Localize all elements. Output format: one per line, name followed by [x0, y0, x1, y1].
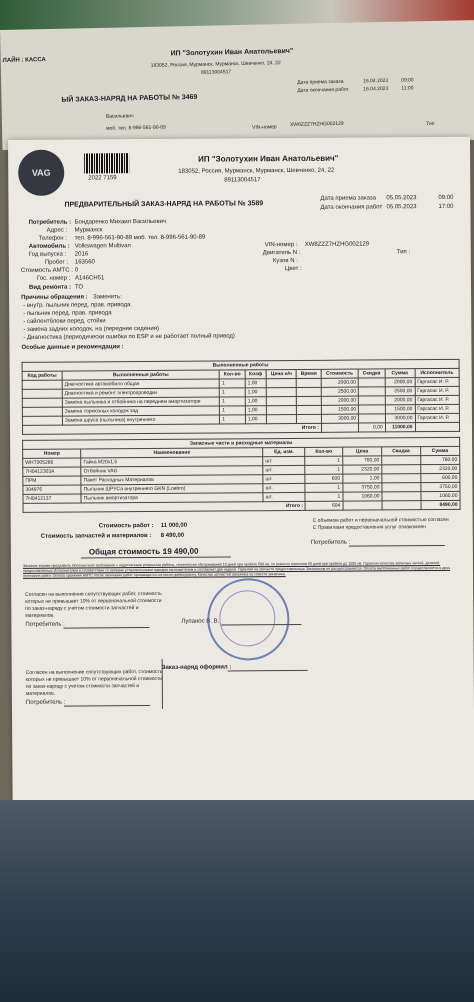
parts-cost-label: Стоимость запчастей и материалов : [40, 533, 152, 540]
cell: шт. [263, 465, 305, 474]
cell: 600,00 [420, 473, 459, 482]
cell: Гайка M20x1,5 [81, 457, 263, 467]
phone-value: тел. 8-996-561-90-89 моб. тел. 8-996-561-90-89 [74, 234, 206, 242]
cell [297, 414, 322, 423]
cell: Замена пыльника и отбойника на переднем амортизаторе [62, 397, 220, 407]
parts-table [22, 437, 460, 513]
cell [382, 483, 421, 492]
total-cost-label: Общая стоимость : [88, 546, 166, 557]
cell [267, 414, 297, 423]
address-value: Мурманск [74, 227, 103, 234]
back-phones: моб. тел. 8-996-561-90-89 [106, 124, 166, 132]
barcode-number: 2022 7159 [88, 175, 117, 182]
parts-cost: 8 490,00 [160, 532, 185, 539]
cell [22, 398, 62, 407]
cell: 1,00 [245, 388, 266, 397]
cell: Гаргасас И. Р. [415, 386, 460, 395]
cell: шт. [263, 483, 305, 492]
reason-line: Заменить: [93, 294, 122, 301]
cell: 1,00 [343, 474, 382, 483]
special-label: Особые данные и рекомендации : [21, 344, 124, 351]
back-address: 183052, Россия, Мурманск, Мурманск, Шевченко, 24, 22 [150, 60, 281, 69]
cell: Замена тормозных колодок зад [62, 406, 220, 416]
cell [297, 378, 322, 387]
limit-text: Согласен на выполнение сопутствующих работ, стоимость [25, 590, 162, 598]
limit-text: материалов. [25, 612, 55, 619]
works-caption: Выполненные работы [22, 359, 459, 371]
parts-header: Наименование [81, 448, 263, 458]
cell [415, 422, 460, 431]
reason-line: - Диагностика (периодически ошибки по ESP и не работает полный привод) [23, 333, 235, 341]
cell: 1 [220, 406, 246, 415]
date-received: 05.05.2023 [386, 195, 417, 202]
parts-total-row [23, 500, 460, 512]
cell: 600 [305, 474, 342, 483]
works-header: Код работы [22, 371, 62, 380]
works-header: Исполнитель [415, 368, 460, 377]
parts-header: Ед. изм. [263, 447, 305, 456]
parts-total-label: Итого : [23, 501, 305, 512]
cell: 1 [305, 483, 342, 492]
cell [382, 474, 421, 483]
cell: Пыльник амортизатора [81, 493, 263, 503]
cell: 1,00 [245, 397, 266, 406]
type-label: Тип : [396, 249, 411, 256]
cell: 3750,00 [343, 483, 382, 492]
works-header: Цена н/ч [266, 369, 296, 378]
company-phone: 89113004517 [224, 177, 261, 184]
reason-line: - замена задних колодок, на (передние сидения) [23, 325, 159, 333]
date-end-label: Дата окончания работ [320, 204, 383, 211]
terms-line: Гарантия на запчасти предоставленные Заказчиком не распространяется. Оплата выполненных работ осуществляется в день окончания работ. [23, 565, 451, 578]
cell: 1 [220, 397, 246, 406]
parts-header: Номер [23, 449, 81, 458]
works-header: Кол-во [219, 370, 245, 379]
parts-header: Кол-во [305, 447, 342, 456]
back-order-title: ЫЙ ЗАКАЗ-НАРЯД НА РАБОТЫ № 3469 [61, 93, 198, 104]
cell: 2320,00 [420, 464, 459, 473]
back-phone: 89113004517 [200, 69, 232, 76]
cell [343, 501, 382, 510]
cell: Отбойник VAG [81, 466, 263, 476]
works-header: Стоимость [321, 369, 358, 378]
cell [359, 405, 385, 414]
cell: 304976 [23, 485, 81, 494]
order-issued-label: Заказ-наряд оформил : [161, 664, 232, 671]
cell: 1060,00 [343, 492, 382, 501]
cell: 1060,00 [421, 491, 460, 500]
mileage-value: 163560 [74, 259, 95, 266]
cell: шт. [263, 474, 305, 483]
back-date-received: 16.04.2023 [363, 77, 389, 85]
cell: WHT005286 [23, 458, 81, 467]
cell: 760,00 [342, 456, 381, 465]
work-cost: 11 000,00 [160, 522, 188, 529]
cell: ПРМ [23, 476, 81, 485]
consumer-line [63, 627, 149, 629]
car-value: Volkswagen Multivan [74, 243, 131, 250]
order-issued-line [228, 670, 308, 672]
parts-total: 8490,00 [421, 500, 460, 509]
agree-text: С Правилами предоставления услуг ознакомлен [312, 524, 426, 531]
consumer-sign-line [349, 545, 445, 547]
amts-label: Стоимость АМТС : [20, 267, 73, 274]
time-received: 09:00 [438, 194, 454, 201]
parts-total-qty: 604 [305, 501, 342, 510]
works-total-label: Итого : [22, 423, 321, 434]
mileage-label: Пробег : [44, 259, 69, 266]
cell [321, 423, 358, 432]
back-vin-label: VIN-номер [252, 124, 277, 131]
lower-text: Согласен на выполнение сопутствующих работ, стоимость [25, 668, 163, 676]
back-company: ИП "Золотухин Иван Анатольевич" [170, 47, 294, 58]
car-label: Автомобиль : [28, 243, 70, 250]
color-label: Цвет : [284, 265, 302, 273]
cell: 2500,00 [385, 387, 415, 396]
work-cost-label: Стоимость работ : [98, 522, 154, 530]
company-address: 183052, Россия, Мурманск, Мурманск, Шевченко, 24, 22 [178, 167, 335, 175]
cell: 760,00 [420, 455, 459, 464]
works-total-discount: 0,00 [359, 423, 385, 432]
back-date-end: 16.04.2023 [363, 85, 389, 93]
cell [266, 405, 296, 414]
cell: 1 [305, 456, 342, 465]
works-header: Коэф [245, 370, 266, 379]
cell [297, 387, 322, 396]
cell: 2000,00 [321, 396, 358, 405]
cell: 1,00 [245, 406, 266, 415]
lower-text: по заказ-наряду с учетом стоимости запчастей и [25, 683, 140, 690]
vin-label: VIN-номер : [264, 241, 298, 249]
cell: Пыльник ШРУСа внутреннего GKN (Loebro) [81, 484, 263, 494]
limit-text: по заказ-наряду с учетом стоимости запчастей и [25, 605, 139, 612]
works-header: Скидка [358, 369, 384, 378]
master-name: Лупанос В. В. [181, 618, 220, 625]
year-value: 2016 [74, 251, 89, 258]
cell [266, 378, 296, 387]
phone-label: Телефон : [38, 235, 67, 242]
cell: Диагностика и ремонт электропроводки [62, 388, 220, 398]
reason-line: - внутр. пыльник перед. прав. привода [23, 302, 131, 309]
cell [297, 396, 322, 405]
consumer-line-bottom [64, 705, 150, 707]
consumer-name: Бондаренко Михаил Васильевич [74, 218, 167, 226]
repair-value: ТО [75, 284, 84, 291]
cell [22, 380, 62, 389]
works-header: Сумма [385, 369, 415, 378]
cell: Гаргасас И. Р. [415, 377, 460, 386]
cell: Диагностика автомобиля общая [62, 379, 220, 389]
cell: 3750,00 [421, 482, 460, 491]
total-cost: 19 490,00 [162, 546, 199, 556]
terms-line: Заказчик вправе предъявить Исполнителю требования с недостатками результата работы, техническое обслуживание 10 дней при пробеге 500 км, по ремонту агрегатов 60 дней при пробеге до 1000 км. [22, 561, 363, 568]
back-store: ЛАЙН : КАССА [2, 57, 46, 64]
cell: шт. [263, 456, 305, 465]
reasons-label: Причины обращения : [21, 294, 88, 301]
back-time-received: 09:00 [401, 77, 414, 84]
limit-text: которых не превышает 10% от первоначальной стоимости [25, 597, 162, 605]
cell [22, 416, 62, 425]
back-vin: XW8ZZZ7HZHG002129 [289, 120, 344, 128]
cell: 3000,00 [321, 414, 358, 423]
cell [266, 387, 296, 396]
cell: 2000,00 [385, 396, 415, 405]
works-total: 11000,00 [385, 423, 415, 432]
cell: 1 [305, 492, 342, 501]
back-time-end: 11:00 [401, 85, 414, 92]
cell [382, 492, 421, 501]
amts-value: 0 [74, 267, 79, 274]
cell: 2500,00 [321, 387, 358, 396]
works-table [22, 359, 460, 435]
cell: 7H0412137 [23, 494, 81, 503]
back-type-label: Тип [426, 120, 435, 128]
cell [382, 456, 421, 465]
cell: 1,00 [245, 379, 266, 388]
time-end: 17:00 [438, 203, 454, 210]
vin-value: XW8ZZZ7HZHG002129 [304, 241, 370, 248]
cell [358, 378, 384, 387]
consumer-label: Потребитель : [28, 219, 72, 226]
terms-block [23, 561, 463, 579]
background-bottom [0, 800, 474, 1002]
cell [382, 465, 421, 474]
cell: 1500,00 [385, 405, 415, 414]
cell: 1 [305, 465, 342, 474]
order-document [8, 137, 474, 830]
reason-line: - пыльник перед. прав. привода [23, 310, 112, 317]
date-received-label: Дата приема заказа [320, 195, 377, 202]
cell [358, 387, 384, 396]
terms-line: Оплата хранения АМТС после окончания работ производится согласно прейскуранту. Качество запчастей заказчика на совести заказчика. [52, 572, 286, 578]
reason-line: - сайлентблоки перед. стойки [23, 318, 106, 325]
engine-label: Двигатель N : [262, 249, 301, 257]
works-header: Время [296, 369, 321, 378]
cell: Гаргасас И. Р. [415, 395, 460, 404]
lower-text: которых не превышает 10% от первоначальной стоимости [25, 675, 163, 683]
company-stamp [207, 578, 290, 661]
works-header: Выполненные работы [62, 370, 220, 380]
parts-header: Скидка [382, 447, 421, 456]
cell: 1 [220, 415, 246, 424]
cell: 1 [220, 379, 246, 388]
cell [359, 396, 385, 405]
cell [359, 414, 385, 423]
cell [297, 405, 322, 414]
cell: 1500,00 [321, 405, 358, 414]
back-customer: Васильевич [105, 113, 134, 120]
cell: 1,00 [245, 415, 266, 424]
works-total-row [22, 422, 459, 434]
cell: 1 [220, 388, 246, 397]
cell: Гаргасас И. Р. [415, 413, 460, 422]
vag-logo: VAG [18, 150, 64, 196]
agree-text: С объемом работ и первоначальной стоимостью согласен [312, 516, 449, 524]
consumer-sign-label: Потребитель : [310, 539, 351, 546]
back-date-received-label: Дата приема заказа [297, 78, 344, 86]
back-sheet [0, 20, 474, 150]
cell [382, 501, 421, 510]
consumer-label-bottom: Потребитель : [25, 699, 66, 706]
cell: 3000,00 [385, 414, 415, 423]
cell [266, 396, 296, 405]
parts-caption: Запасные части и расходные материалы [23, 437, 460, 449]
cell: 2320,00 [342, 465, 381, 474]
plate-value: А146СН51 [74, 275, 105, 282]
cell: 2000,00 [321, 378, 358, 387]
cell [22, 389, 62, 398]
cell: 2000,00 [385, 378, 415, 387]
year-label: Год выпуска : [28, 251, 67, 258]
consumer-label-lower: Потребитель : [25, 621, 65, 628]
back-date-end-label: Дата окончания работ [297, 86, 349, 94]
body-label: Кузов N : [272, 257, 298, 265]
cell: 7H0412303A [23, 467, 81, 476]
parts-header: Цена [342, 447, 381, 456]
parts-header: Сумма [420, 446, 459, 455]
terms-line: Гарантии качества запасных частей, деталей, предоставленных Исполнителем в соответствии со сроками установленными заводом изготовителем и составляет две недели. [22, 560, 441, 573]
company-name: ИП "Золотухин Иван Анатольевич" [198, 153, 339, 164]
cell: Гаргасас И. Р. [415, 404, 460, 413]
cell: Пакет Расходных Материалов [81, 475, 263, 485]
total-underline [81, 556, 231, 558]
repair-label: Вид ремонта : [29, 284, 72, 291]
date-end: 05.05.2023 [386, 204, 417, 211]
barcode [84, 153, 129, 173]
document-title: ПРЕДВАРИТЕЛЬНЫЙ ЗАКАЗ-НАРЯД НА РАБОТЫ № 3589 [64, 200, 264, 209]
lower-text: материалов. [25, 690, 56, 697]
plate-label: Гос. номер : [36, 275, 71, 282]
address-label: Адрес : [46, 227, 68, 234]
cell: Замена шруса (пыльника) внутреннего [62, 415, 220, 425]
cell [22, 407, 62, 416]
cell: шт. [263, 492, 305, 501]
